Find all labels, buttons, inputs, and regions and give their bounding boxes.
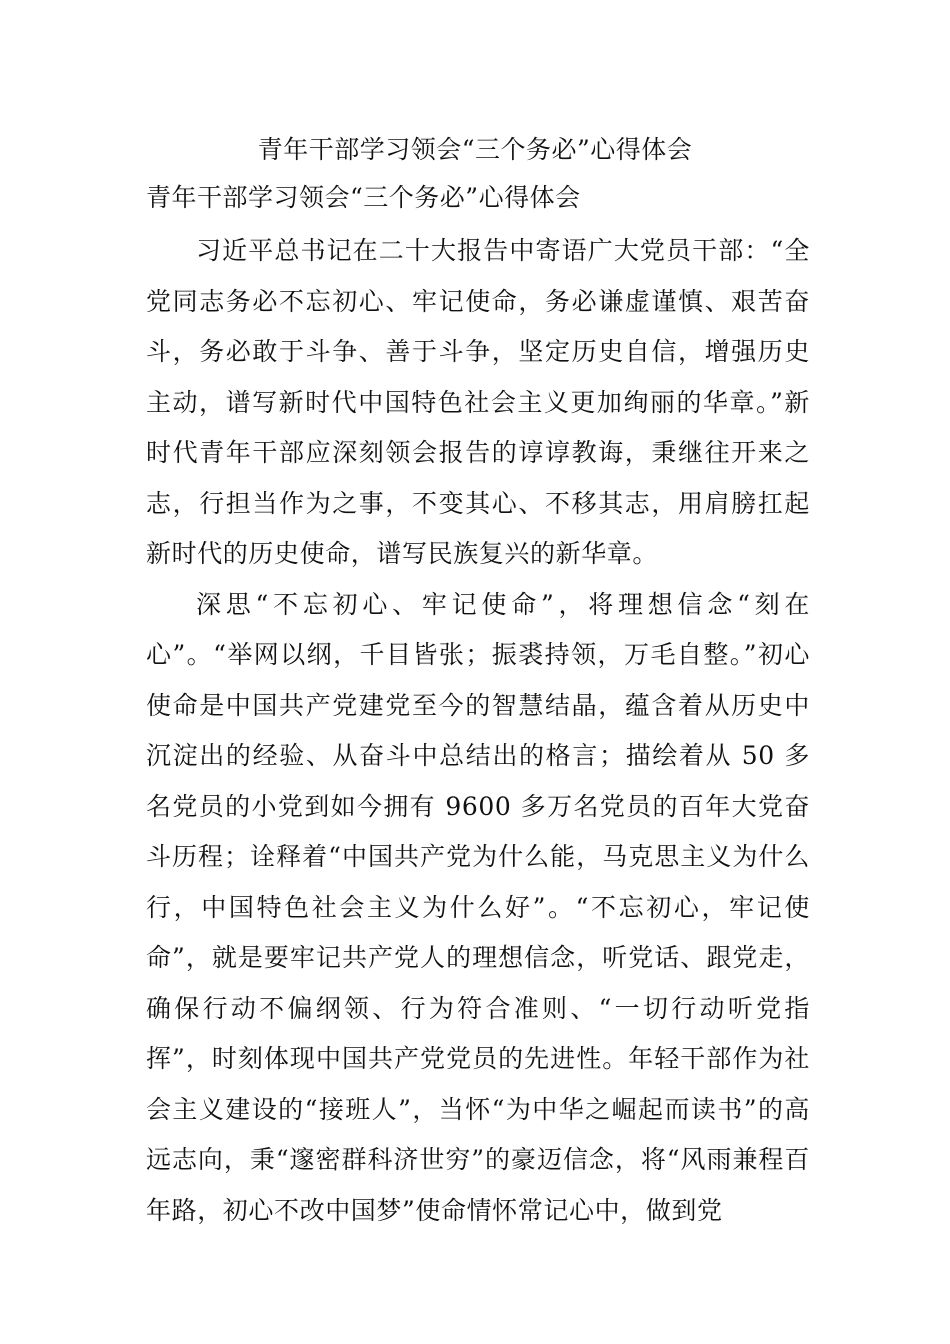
document-body [146,226,810,1236]
paragraph-2: 深思“不忘初心、牢记使命”，将理想信念“刻在心”。“举网以纲，千目皆张；振裘持领，万毛自整。”初心使命是中国共产党建党至今的智慧结晶，蕴含着从历史中沉淀出的经验、从奋斗中总结出的格言；描绘着从 50 多名党员的小党到如今拥有 9600 多万名党员的百年大党奋斗历程；诠释着“中国共产党为什么能，马克思主义为什么行，中国特色社会主义为什么好”。“不忘初心，牢记使命”，就是要牢记共产党人的理想信念，听党话、跟党走，确保行动不偏纲领、行为符合准则、“一切行动听党指挥”，时刻体现中国共产党党员的先进性。年轻干部作为社会主义建设的“接班人”，当怀“为中华之崛起而读书”的高远志向，秉“邃密群科济世穷”的豪迈信念，将“风雨兼程百年路，初心不改中国梦”使命情怀常记心中，做到党 [146,589,810,1225]
document-title: 青年干部学习领会“三个务必”心得体会 [257,135,693,164]
paragraph-1: 习近平总书记在二十大报告中寄语广大党员干部：“全党同志务必不忘初心、牢记使命，务必谦虚谨慎、艰苦奋斗，务必敢于斗争、善于斗争，坚定历史自信，增强历史主动，谱写新时代中国特色社会主义更加绚丽的华章。”新时代青年干部应深刻领会报告的谆谆教诲，秉继往开来之志，行担当作为之事，不变其心、不移其志，用肩膀扛起新时代的历史使命，谱写民族复兴的新华章。 [146,236,810,568]
document-subtitle: 青年干部学习领会“三个务必”心得体会 [146,183,581,212]
